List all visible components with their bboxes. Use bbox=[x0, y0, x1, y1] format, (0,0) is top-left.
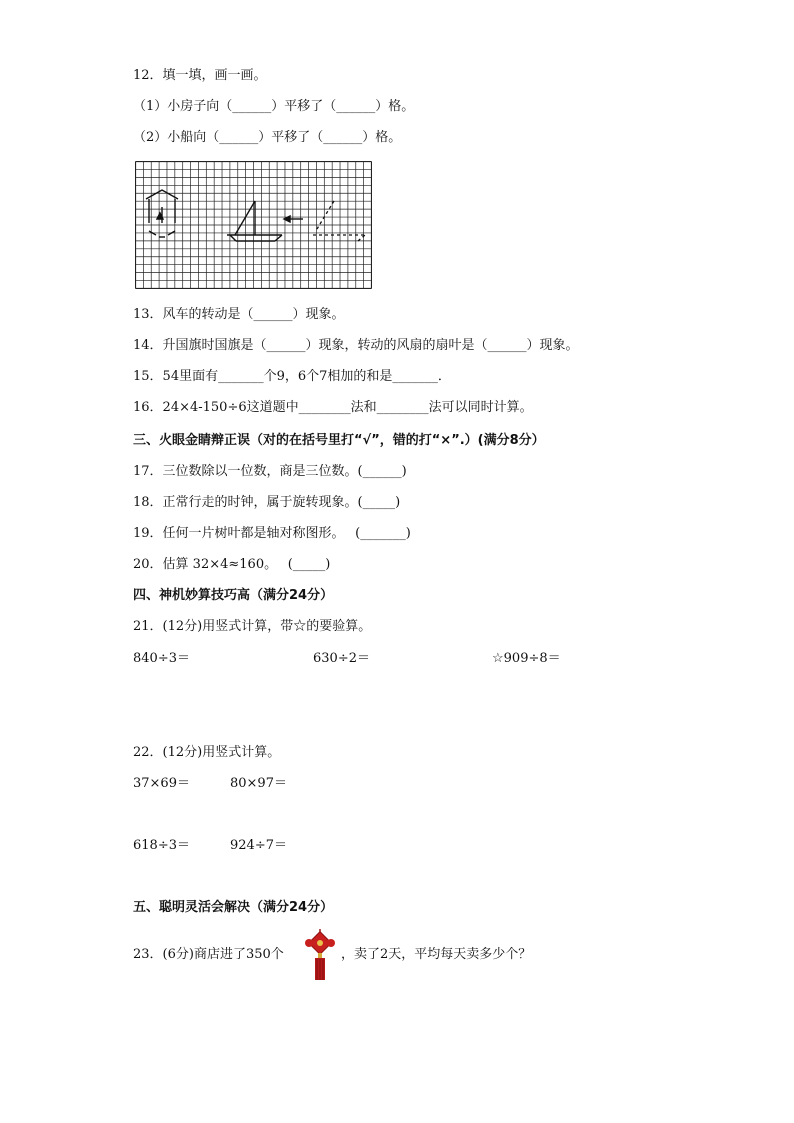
q21-label: 21．(12分)用竖式计算，带☆的要验算。 bbox=[133, 619, 372, 634]
section5-heading: 五、聪明灵活会解决（满分24分） bbox=[133, 900, 334, 915]
section4-heading: 四、神机妙算技巧高（满分24分） bbox=[133, 588, 334, 603]
q22-item-3: 618÷3＝ bbox=[133, 838, 190, 853]
q12-part1: （1）小房子向（______）平移了（______）格。 bbox=[133, 99, 415, 114]
q13: 13．风车的转动是（______）现象。 bbox=[133, 307, 345, 322]
q22-item-2: 80×97＝ bbox=[230, 776, 287, 791]
q12-title: 12．填一填，画一画。 bbox=[133, 68, 267, 83]
q22-item-1: 37×69＝ bbox=[133, 776, 190, 791]
q19: 19．任何一片树叶都是轴对称图形。 (_______) bbox=[133, 526, 411, 541]
q16: 16．24×4-150÷6这道题中________法和________法可以同时计算。 bbox=[133, 400, 533, 415]
q21-item-1: 840÷3＝ bbox=[133, 651, 190, 666]
q21-item-3: ☆909÷8＝ bbox=[492, 651, 561, 666]
house-figure bbox=[146, 190, 178, 237]
q14: 14．升国旗时国旗是（______）现象，转动的风扇的扇叶是（______）现象。 bbox=[133, 338, 579, 353]
q20: 20．估算 32×4≈160。 (_____) bbox=[133, 557, 331, 572]
q23-text-before: 23．(6分)商店进了350个 bbox=[133, 947, 284, 962]
q21-item-2: 630÷2＝ bbox=[313, 651, 370, 666]
boat-figure bbox=[227, 201, 282, 241]
q23-text-after: ，卖了2天，平均每天卖多少个？ bbox=[341, 947, 532, 962]
q17: 17．三位数除以一位数，商是三位数。(______) bbox=[133, 464, 407, 479]
section3-heading: 三、火眼金睛辩正误（对的在括号里打“√”，错的打“×”.）(满分8分） bbox=[133, 433, 545, 448]
chinese-knot-icon bbox=[301, 929, 339, 981]
q22-label: 22．(12分)用竖式计算。 bbox=[133, 745, 281, 760]
q18: 18．正常行走的时钟，属于旋转现象。(_____) bbox=[133, 495, 401, 510]
translation-grid bbox=[135, 161, 372, 289]
q12-part2: （2）小船向（______）平移了（______）格。 bbox=[133, 130, 402, 145]
q22-item-4: 924÷7＝ bbox=[230, 838, 287, 853]
q15: 15．54里面有_______个9，6个7相加的和是_______． bbox=[133, 369, 451, 384]
